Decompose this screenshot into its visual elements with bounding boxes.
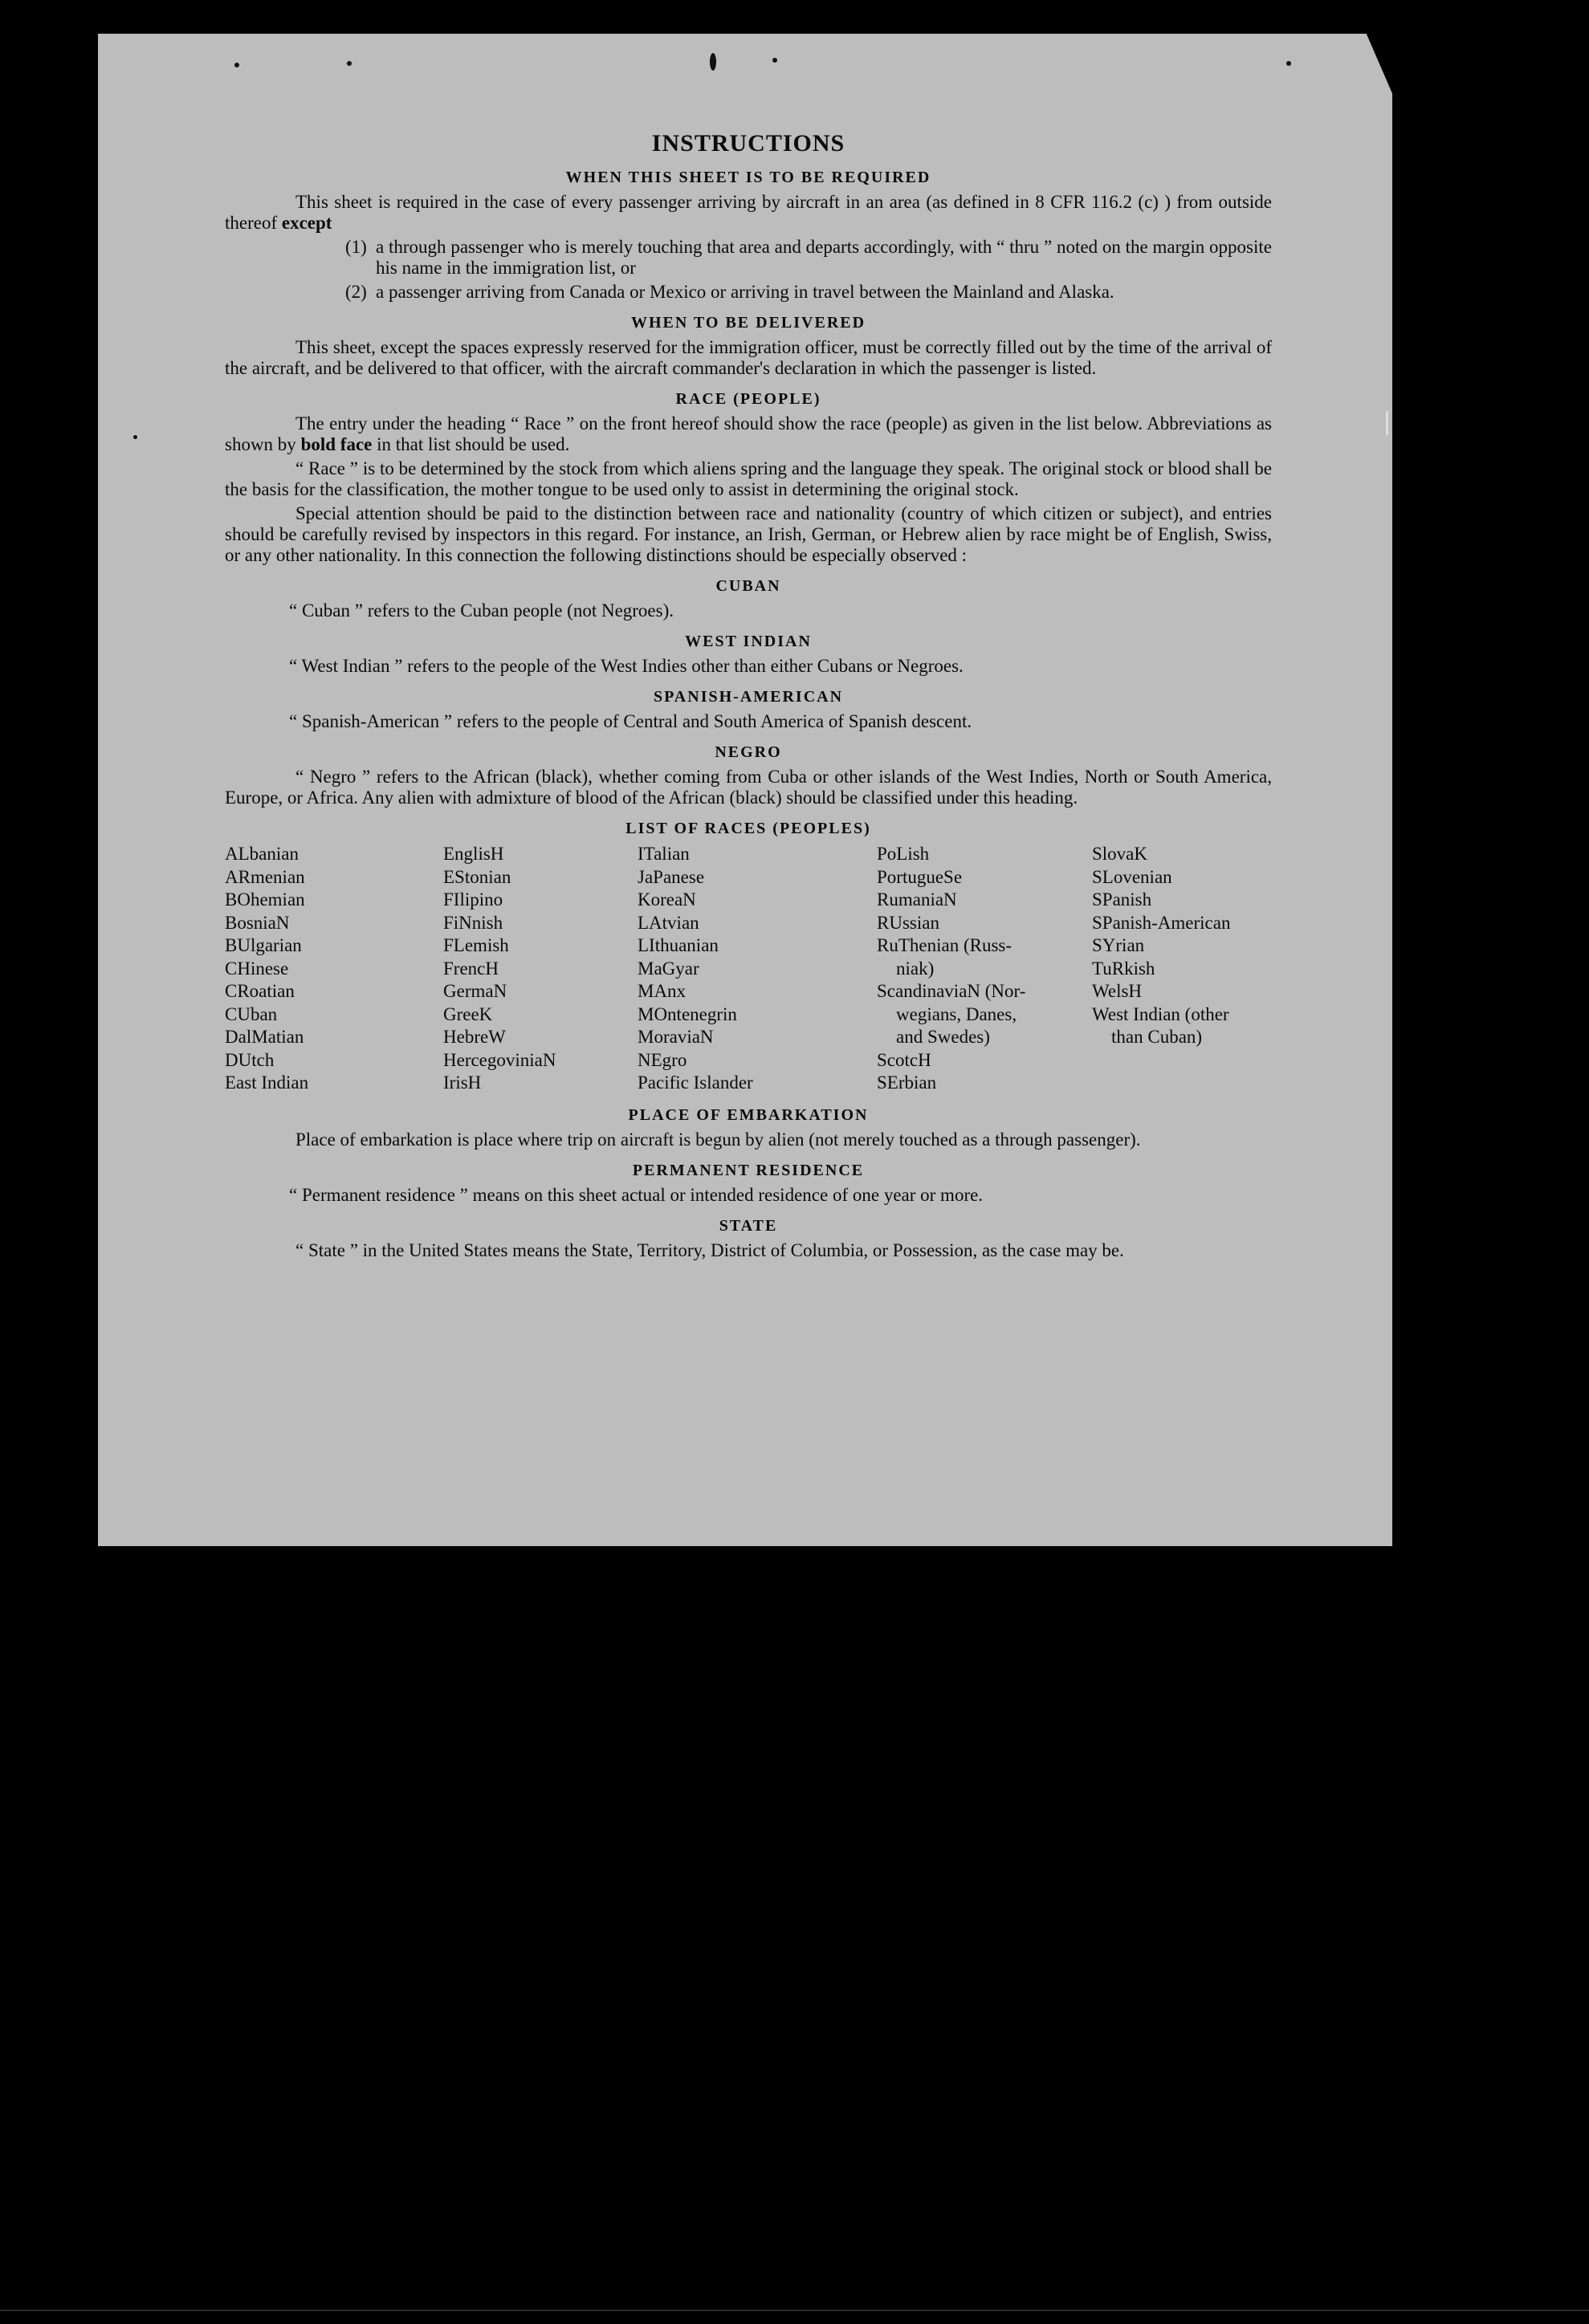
race-entry: IrisH — [443, 1072, 482, 1093]
heading-embarkation: PLACE OF EMBARKATION — [628, 1105, 869, 1124]
heading-negro: NEGRO — [715, 743, 782, 761]
race-entry: SErbian — [877, 1072, 937, 1093]
document-page — [98, 34, 1392, 1546]
race-entry: BosniaN — [225, 912, 290, 933]
race-entry: HebreW — [443, 1027, 506, 1047]
race-entry: BOhemian — [225, 889, 305, 910]
race-entry: wegians, Danes, — [896, 1003, 1017, 1024]
race-entry: RumaniaN — [877, 889, 957, 910]
race-entry: MoraviaN — [638, 1027, 714, 1047]
heading-cuban: CUBAN — [715, 577, 781, 595]
heading-delivered: WHEN TO BE DELIVERED — [630, 314, 866, 332]
race-entry: TuRkish — [1092, 958, 1155, 979]
race-entry: ScotcH — [877, 1049, 931, 1070]
race-entry: than Cuban) — [1111, 1027, 1203, 1047]
race-entry: CUban — [225, 1003, 278, 1024]
race-paragraph-3: Special attention should be paid to the distinction between race and nationality (country of which citizen or subject), and entries should be carefully revised by inspectors in this regard. For instance, an Irish, German, or Hebrew alien by race might be of English, Swiss, or any other nationality. In this connection the following distinctions should be especially observed : — [225, 503, 1272, 565]
race-paragraph-1: The entry under the heading “ Race ” on the front hereof should show the race (people) as given in the list below. Abbreviations as shown by bold face in that list should be used. — [225, 413, 1272, 454]
race-entry: and Swedes) — [896, 1027, 990, 1047]
residence-text: “ Permanent residence ” means on this sheet actual or intended residence of one year or more. — [289, 1184, 984, 1205]
race-entry: ITalian — [638, 844, 690, 864]
required-intro: This sheet is required in the case of every passenger arriving by aircraft in an area (as defined in 8 CFR 116.2 (c) ) from outside thereof except — [225, 192, 1272, 233]
race-entry: SYrian — [1092, 935, 1145, 955]
race-entry: WelsH — [1092, 981, 1143, 1001]
page-title: INSTRUCTIONS — [651, 130, 845, 157]
race-entry: FrencH — [443, 958, 499, 979]
races-column — [877, 843, 1092, 1095]
race-entry: CRoatian — [225, 981, 295, 1001]
race-entry: MAnx — [638, 981, 687, 1001]
race-entry: PortugueSe — [877, 866, 963, 887]
race-entry: West Indian (other — [1092, 1003, 1229, 1024]
race-entry: ScandinaviaN (Nor- — [877, 981, 1026, 1001]
race-entry: GreeK — [443, 1003, 493, 1024]
race-entry: NEgro — [638, 1049, 687, 1070]
races-column — [443, 843, 638, 1095]
state-text: “ State ” in the United States means the State, Territory, District of Columbia, or Possession, as the case may be. — [295, 1239, 1124, 1260]
race-entry: EnglisH — [443, 844, 504, 864]
race-entry: LIthuanian — [638, 935, 719, 955]
race-entry: MOntenegrin — [638, 1003, 737, 1024]
race-entry: RuThenian (Russ- — [877, 935, 1012, 955]
race-entry: LAtvian — [638, 912, 699, 933]
race-entry: DUtch — [225, 1049, 275, 1070]
heading-spanish-american: SPANISH-AMERICAN — [653, 688, 844, 706]
race-entry: PoLish — [877, 844, 930, 864]
torn-corner — [1365, 31, 1407, 127]
race-entry: ALbanian — [225, 844, 299, 864]
negro-text: “ Negro ” refers to the African (black), whether coming from Cuba or other islands of the West Indies, North or South America, Europe, or Africa. Any alien with admixture of blood of the African (black) should be classified under this heading. — [225, 767, 1272, 808]
cuban-text: “ Cuban ” refers to the Cuban people (not Negroes). — [289, 600, 674, 621]
race-entry: East Indian — [225, 1072, 309, 1093]
heading-races-list: LIST OF RACES (PEOPLES) — [625, 820, 871, 837]
race-entry: DalMatian — [225, 1027, 304, 1047]
race-entry: niak) — [896, 958, 935, 979]
spanish-american-text: “ Spanish-American ” refers to the people of Central and South America of Spanish descent. — [289, 711, 972, 731]
race-entry: SLovenian — [1092, 866, 1172, 887]
races-column — [1092, 843, 1278, 1095]
scan-speck — [347, 61, 352, 66]
scan-speck — [133, 435, 137, 439]
race-entry: HercegoviniaN — [443, 1049, 556, 1070]
race-entry: ARmenian — [225, 866, 305, 887]
race-entry: FIlipino — [443, 889, 503, 910]
race-entry: SPanish-American — [1092, 912, 1231, 933]
race-entry: FLemish — [443, 935, 509, 955]
races-list — [225, 843, 1272, 1095]
races-column — [638, 843, 877, 1095]
scan-speck — [1286, 61, 1291, 66]
scan-speck — [710, 53, 716, 71]
scan-mark — [1386, 411, 1388, 435]
west-indian-text: “ West Indian ” refers to the people of the West Indies other than either Cubans or Negroes. — [289, 656, 964, 676]
race-entry: KoreaN — [638, 889, 696, 910]
race-entry: CHinese — [225, 958, 289, 979]
required-item: (2) a passenger arriving from Canada or Mexico or arriving in travel between the Mainland and Alaska. — [345, 282, 1114, 302]
heading-west-indian: WEST INDIAN — [685, 633, 812, 650]
heading-race: RACE (PEOPLE) — [675, 390, 821, 408]
heading-state: STATE — [719, 1216, 778, 1235]
heading-required: WHEN THIS SHEET IS TO BE REQUIRED — [565, 169, 931, 186]
race-entry: RUssian — [877, 912, 939, 933]
embarkation-text: Place of embarkation is place where trip on aircraft is begun by alien (not merely touched as a through passenger). — [295, 1129, 1141, 1150]
races-column — [225, 843, 443, 1095]
race-entry: Pacific Islander — [638, 1072, 753, 1093]
scan-edge-line — [0, 2310, 1589, 2311]
required-item: (1) a through passenger who is merely touching that area and departs accordingly, with “ thru ” noted on the margin opposite his name in the immigration list, or — [345, 237, 1272, 278]
race-paragraph-2: “ Race ” is to be determined by the stock from which aliens spring and the language they speak. The original stock or blood shall be the basis for the classification, the mother tongue to be used only to assist in determining the original stock. — [225, 458, 1272, 499]
scan-speck — [772, 58, 777, 63]
race-entry: SPanish — [1092, 889, 1152, 910]
delivered-text: This sheet, except the spaces expressly reserved for the immigration officer, must be correctly filled out by the time of the arrival of the aircraft, and be delivered to that officer, with the aircraft commander's declaration in which the passenger is listed. — [225, 337, 1272, 378]
heading-residence: PERMANENT RESIDENCE — [632, 1161, 865, 1179]
race-entry: MaGyar — [638, 958, 699, 979]
race-entry: FiNnish — [443, 912, 503, 933]
race-entry: SlovaK — [1092, 844, 1147, 864]
race-entry: EStonian — [443, 866, 511, 887]
race-entry: GermaN — [443, 981, 507, 1001]
race-entry: JaPanese — [638, 866, 705, 887]
race-entry: BUlgarian — [225, 935, 302, 955]
scan-speck — [234, 63, 239, 67]
